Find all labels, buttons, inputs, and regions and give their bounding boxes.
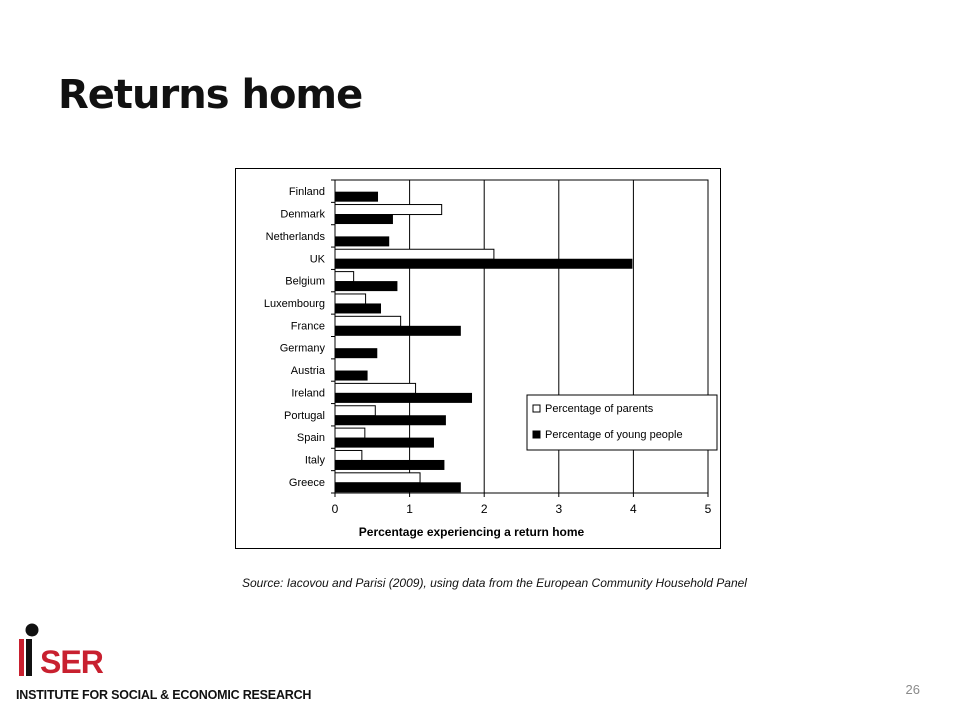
y-tick-label: Finland	[288, 186, 325, 199]
bar-parents	[335, 316, 401, 326]
x-tick-label: 0	[331, 502, 339, 516]
source-note: Source: Iacovou and Parisi (2009), using data from the European Community Household Panel	[242, 576, 747, 590]
y-tick-label: Italy	[304, 454, 325, 467]
bar-young-people	[335, 371, 367, 380]
bar-young-people	[335, 483, 460, 492]
bar-parents	[335, 205, 442, 215]
bar-young-people	[335, 460, 444, 469]
legend-label: Percentage of parents	[545, 403, 654, 415]
y-tick-label: Denmark	[280, 208, 325, 221]
bar-young-people	[335, 192, 378, 201]
logo-letters: SER	[40, 644, 103, 680]
y-tick-label: Germany	[279, 342, 325, 355]
y-tick-label: Netherlands	[265, 230, 325, 243]
legend-label: Percentage of young people	[545, 429, 683, 441]
y-tick-label: Belgium	[285, 275, 325, 288]
slide-title: Returns home	[58, 72, 363, 118]
bar-young-people	[335, 304, 381, 313]
bar-young-people	[335, 349, 377, 358]
bar-chart	[236, 169, 720, 548]
y-tick-label: Portugal	[284, 409, 325, 422]
bar-parents	[335, 406, 375, 416]
bar-parents	[335, 428, 365, 438]
y-tick-label: France	[290, 320, 325, 333]
bar-young-people	[335, 237, 389, 246]
y-tick-label: Luxembourg	[263, 297, 325, 310]
x-tick-label: 4	[630, 502, 637, 516]
legend-swatch	[533, 431, 540, 438]
y-tick-label: Greece	[288, 476, 325, 489]
y-tick-label: Austria	[290, 365, 325, 378]
legend-swatch	[533, 405, 540, 412]
x-tick-label: 5	[704, 502, 712, 516]
bar-young-people	[335, 416, 445, 425]
x-tick-label: 1	[406, 502, 413, 516]
bar-parents	[335, 249, 494, 259]
logo-tagline: INSTITUTE FOR SOCIAL & ECONOMIC RESEARCH	[16, 688, 312, 702]
page-number: 26	[905, 682, 920, 697]
bar-young-people	[335, 259, 632, 268]
bar-parents	[335, 294, 366, 304]
bar-young-people	[335, 393, 472, 402]
bar-parents	[335, 450, 362, 460]
x-tick-label: 2	[480, 502, 488, 516]
bar-young-people	[335, 215, 392, 224]
y-tick-label: UK	[309, 253, 325, 266]
chart-frame	[235, 168, 721, 549]
x-tick-label: 3	[555, 502, 563, 516]
y-tick-label: Spain	[296, 432, 325, 445]
bar-parents	[335, 473, 420, 483]
y-tick-label: Ireland	[291, 387, 325, 400]
bar-young-people	[335, 282, 397, 291]
bar-parents	[335, 272, 354, 282]
bar-young-people	[335, 326, 460, 335]
x-axis-label: Percentage experiencing a return home	[358, 525, 585, 539]
bar-parents	[335, 383, 416, 393]
iser-logo	[16, 622, 346, 706]
logo-i-mark	[16, 622, 42, 684]
bar-young-people	[335, 438, 433, 447]
